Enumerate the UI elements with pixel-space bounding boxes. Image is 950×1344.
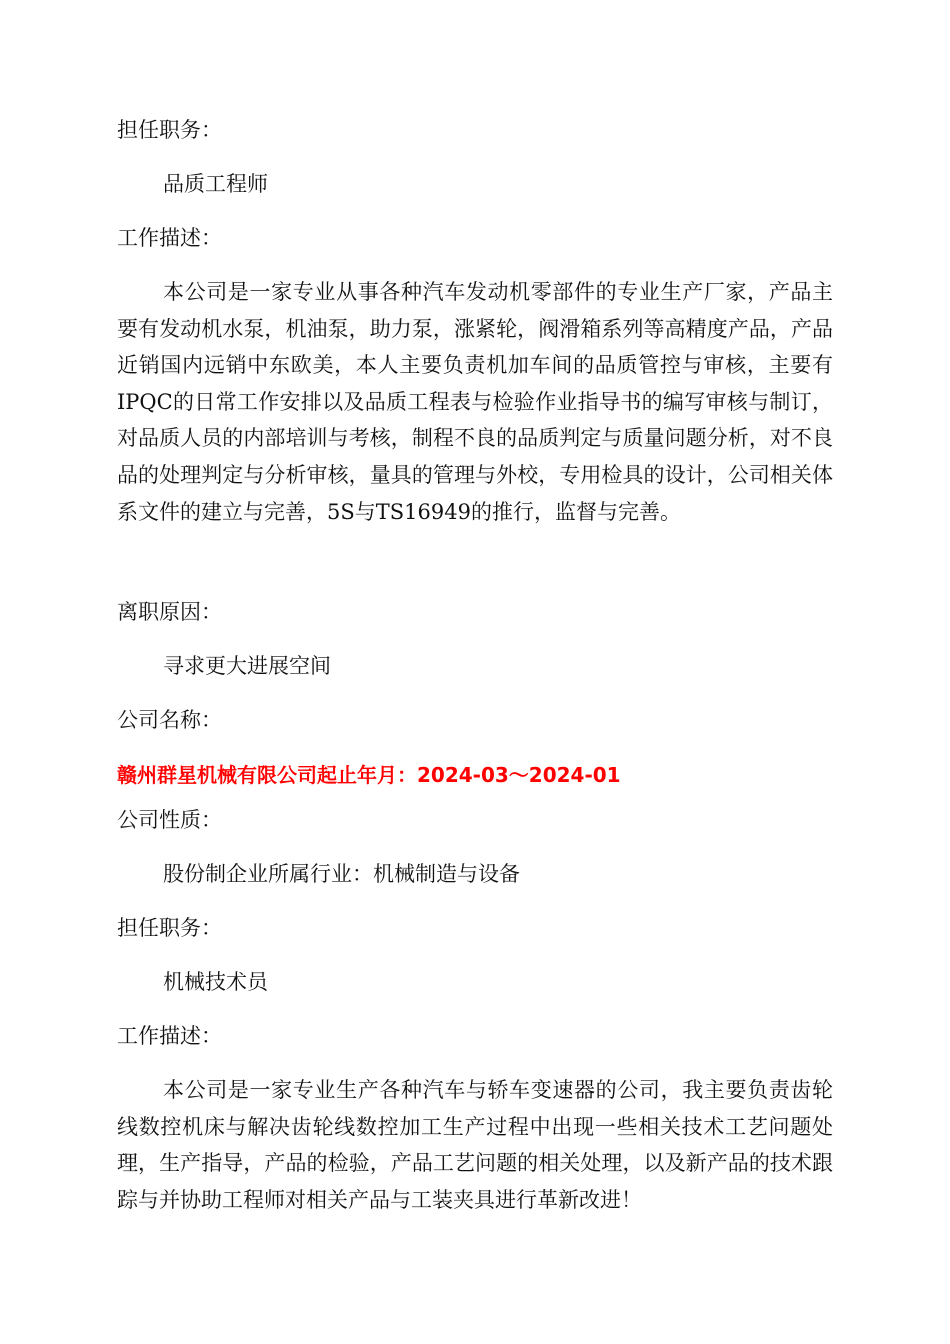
- company-name-label: 公司名称：: [117, 708, 222, 732]
- company-nature-value: 股份制企业所属行业：机械制造与设备: [163, 862, 520, 886]
- description-text: 本公司是一家专业从事各种汽车发动机零部件的专业生产厂家，产品主要有发动机水泵，机油泵，助力泵，涨紧轮，阀滑箱系列等高精度产品，产品近销国内远销中东欧美，本人主要负责机加车间的品质管控与审核，主要有IPQC的日常工作安排以及品质工程表与检验作业指导书的编写审核与制订，对品质人员的内部培训与考核，制程不良的品质判定与质量问题分析，对不良品的处理判定与分析审核，量具的管理与外校，专用检具的设计，公司相关体系文件的建立与完善，5S与TS16949的推行，监督与完善。: [117, 280, 833, 524]
- company-nature-label: 公司性质：: [117, 808, 222, 832]
- description-label: 工作描述：: [117, 226, 222, 250]
- description-label-2: 工作描述：: [117, 1024, 222, 1048]
- company-heading: 赣州群星机械有限公司起止年月：2024-03～2024-01: [117, 763, 621, 787]
- position-label: 担任职务：: [117, 118, 222, 142]
- position-value-2: 机械技术员: [163, 970, 268, 994]
- position-label-2: 担任职务：: [117, 916, 222, 940]
- leave-reason-label: 离职原因：: [117, 600, 222, 624]
- position-value: 品质工程师: [163, 172, 268, 196]
- description-text-2: 本公司是一家专业生产各种汽车与轿车变速器的公司，我主要负责齿轮线数控机床与解决齿轮线数控加工生产过程中出现一些相关技术工艺问题处理，生产指导，产品的检验，产品工艺问题的相关处理，以及新产品的技术跟踪与并协助工程师对相关产品与工装夹具进行革新改进！: [117, 1078, 833, 1212]
- leave-reason-value: 寻求更大进展空间: [163, 654, 331, 678]
